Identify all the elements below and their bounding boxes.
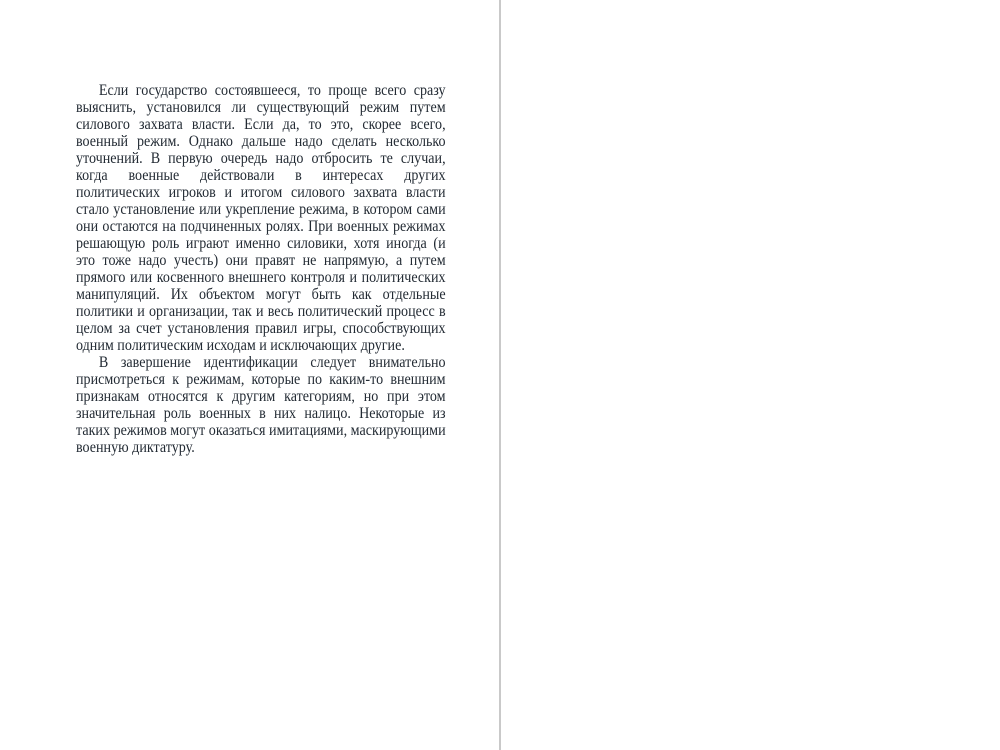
left-paragraph-1: Если государство состоявшееся, то проще всего сразу выяснить, установился ли существующий режим путем силового захвата власти. Если да, то это, скорее всего, военный режим. Однако дальше надо сделать несколько уточнений. В первую очередь надо отбросить те случаи, когда военные действовали в интересах других политических игроков и итогом силового захвата власти стало установление или укрепление режима, в котором сами они остаются на подчиненных ролях. При военных режимах решающую роль играют именно силовики, хотя иногда (и это тоже надо учесть) они правят не напрямую, а путем прямого или косвенного внешнего контроля и политических манипуляций. Их объектом могут быть как отдельные политики и организации, так и весь политический процесс в целом за счет установления правил игры, способствующих одним политическим исходам и исключающих другие. [76,82,446,354]
page-left [0,0,499,750]
left-paragraph-2: В завершение идентификации следует внимательно присмотреться к режимам, которые по каким-то внешним признакам относятся к другим категориям, но при этом значительная роль военных в них налицо. Некоторые из таких режимов могут оказаться имитациями, маскирующими военную диктатуру. [76,354,446,456]
page-right [501,0,1000,750]
left-page-body-text [76,82,446,456]
